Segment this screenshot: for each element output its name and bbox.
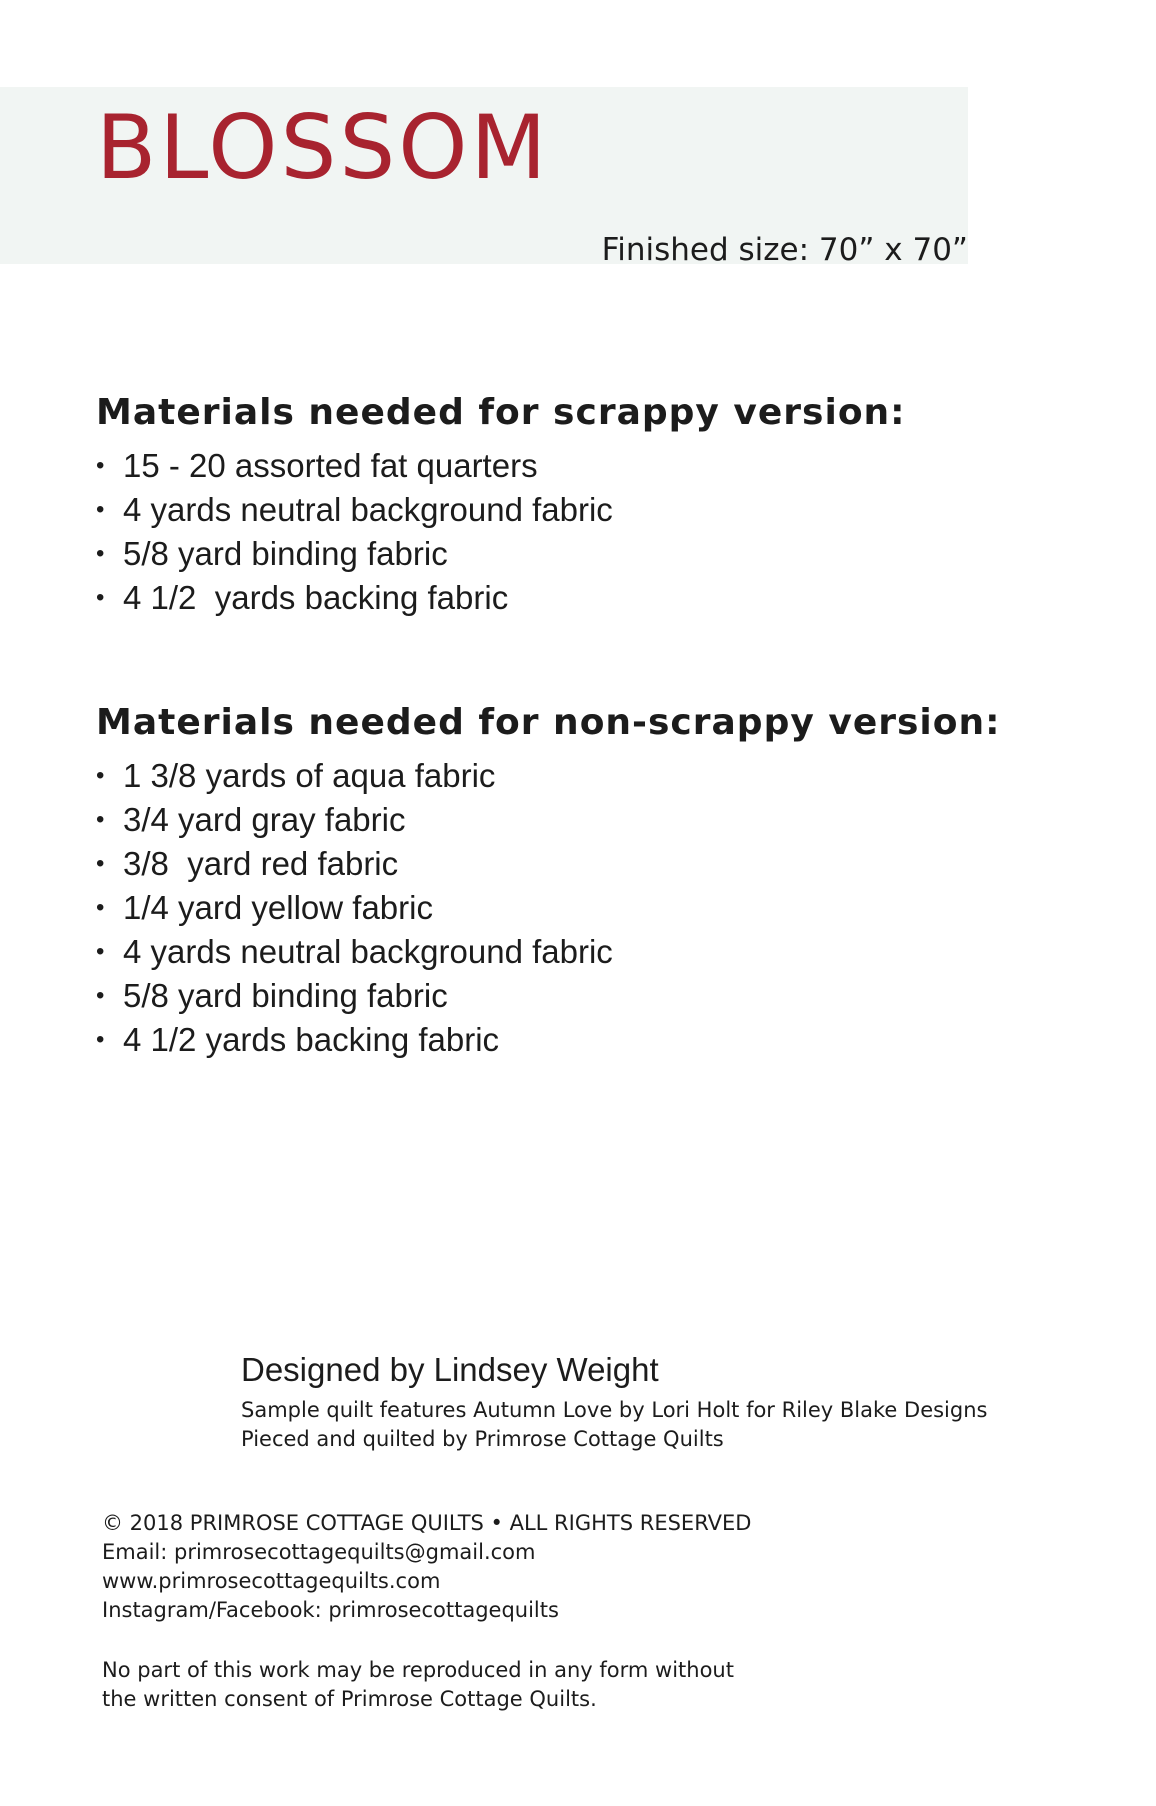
- material-text: 15 - 20 assorted fat quarters: [123, 447, 538, 484]
- scrappy-materials-section: [96, 388, 1096, 620]
- copyright-block: [102, 1509, 751, 1625]
- quilt-credits: [241, 1396, 987, 1454]
- non-scrappy-materials-heading: Materials needed for non-scrappy version:: [96, 702, 1001, 743]
- bullet-icon: •: [96, 806, 105, 833]
- scrappy-materials-list: [96, 444, 1096, 620]
- list-item: [96, 842, 1096, 886]
- bullet-icon: •: [96, 762, 105, 789]
- list-item: [96, 886, 1096, 930]
- bullet-icon: •: [96, 496, 105, 523]
- list-item: [96, 444, 1096, 488]
- material-text: 4 yards neutral background fabric: [123, 491, 613, 528]
- notice-line: No part of this work may be reproduced in any form without: [102, 1658, 734, 1682]
- non-scrappy-materials-section: [96, 698, 1096, 1062]
- material-text: 1 3/8 yards of aqua fabric: [123, 757, 496, 794]
- designer-credit: Designed by Lindsey Weight: [241, 1351, 659, 1388]
- bullet-icon: •: [96, 1026, 105, 1053]
- bullet-icon: •: [96, 982, 105, 1009]
- bullet-icon: •: [96, 540, 105, 567]
- notice-line: the written consent of Primrose Cottage Quilts.: [102, 1687, 597, 1711]
- list-item: [96, 1018, 1096, 1062]
- email-line: Email: primrosecottagequilts@gmail.com: [102, 1540, 536, 1564]
- non-scrappy-materials-list: [96, 754, 1096, 1062]
- material-text: 3/4 yard gray fabric: [123, 801, 406, 838]
- list-item: [96, 974, 1096, 1018]
- material-text: 5/8 yard binding fabric: [123, 977, 448, 1014]
- social-line: Instagram/Facebook: primrosecottagequilts: [102, 1598, 559, 1622]
- website-line: www.primrosecottagequilts.com: [102, 1569, 441, 1593]
- bullet-icon: •: [96, 894, 105, 921]
- scrappy-materials-heading: Materials needed for scrappy version:: [96, 392, 906, 433]
- fabric-credit: Sample quilt features Autumn Love by Lori Holt for Riley Blake Designs: [241, 1398, 988, 1422]
- copyright-line: © 2018 PRIMROSE COTTAGE QUILTS • ALL RIGHTS RESERVED: [102, 1511, 752, 1535]
- finished-size: Finished size: 70” x 70”: [601, 232, 968, 268]
- quilting-credit: Pieced and quilted by Primrose Cottage Quilts: [241, 1427, 724, 1451]
- material-text: 1/4 yard yellow fabric: [123, 889, 433, 926]
- material-text: 4 yards neutral background fabric: [123, 933, 613, 970]
- material-text: 5/8 yard binding fabric: [123, 535, 448, 572]
- material-text: 4 1/2 yards backing fabric: [123, 1021, 500, 1058]
- pattern-title: BLOSSOM: [96, 96, 550, 199]
- list-item: [96, 798, 1096, 842]
- list-item: [96, 532, 1096, 576]
- bullet-icon: •: [96, 850, 105, 877]
- bullet-icon: •: [96, 584, 105, 611]
- material-text: 3/8 yard red fabric: [123, 845, 399, 882]
- material-text: 4 1/2 yards backing fabric: [123, 579, 509, 616]
- reproduction-notice: [102, 1656, 734, 1714]
- list-item: [96, 488, 1096, 532]
- list-item: [96, 754, 1096, 798]
- bullet-icon: •: [96, 452, 105, 479]
- list-item: [96, 576, 1096, 620]
- list-item: [96, 930, 1096, 974]
- bullet-icon: •: [96, 938, 105, 965]
